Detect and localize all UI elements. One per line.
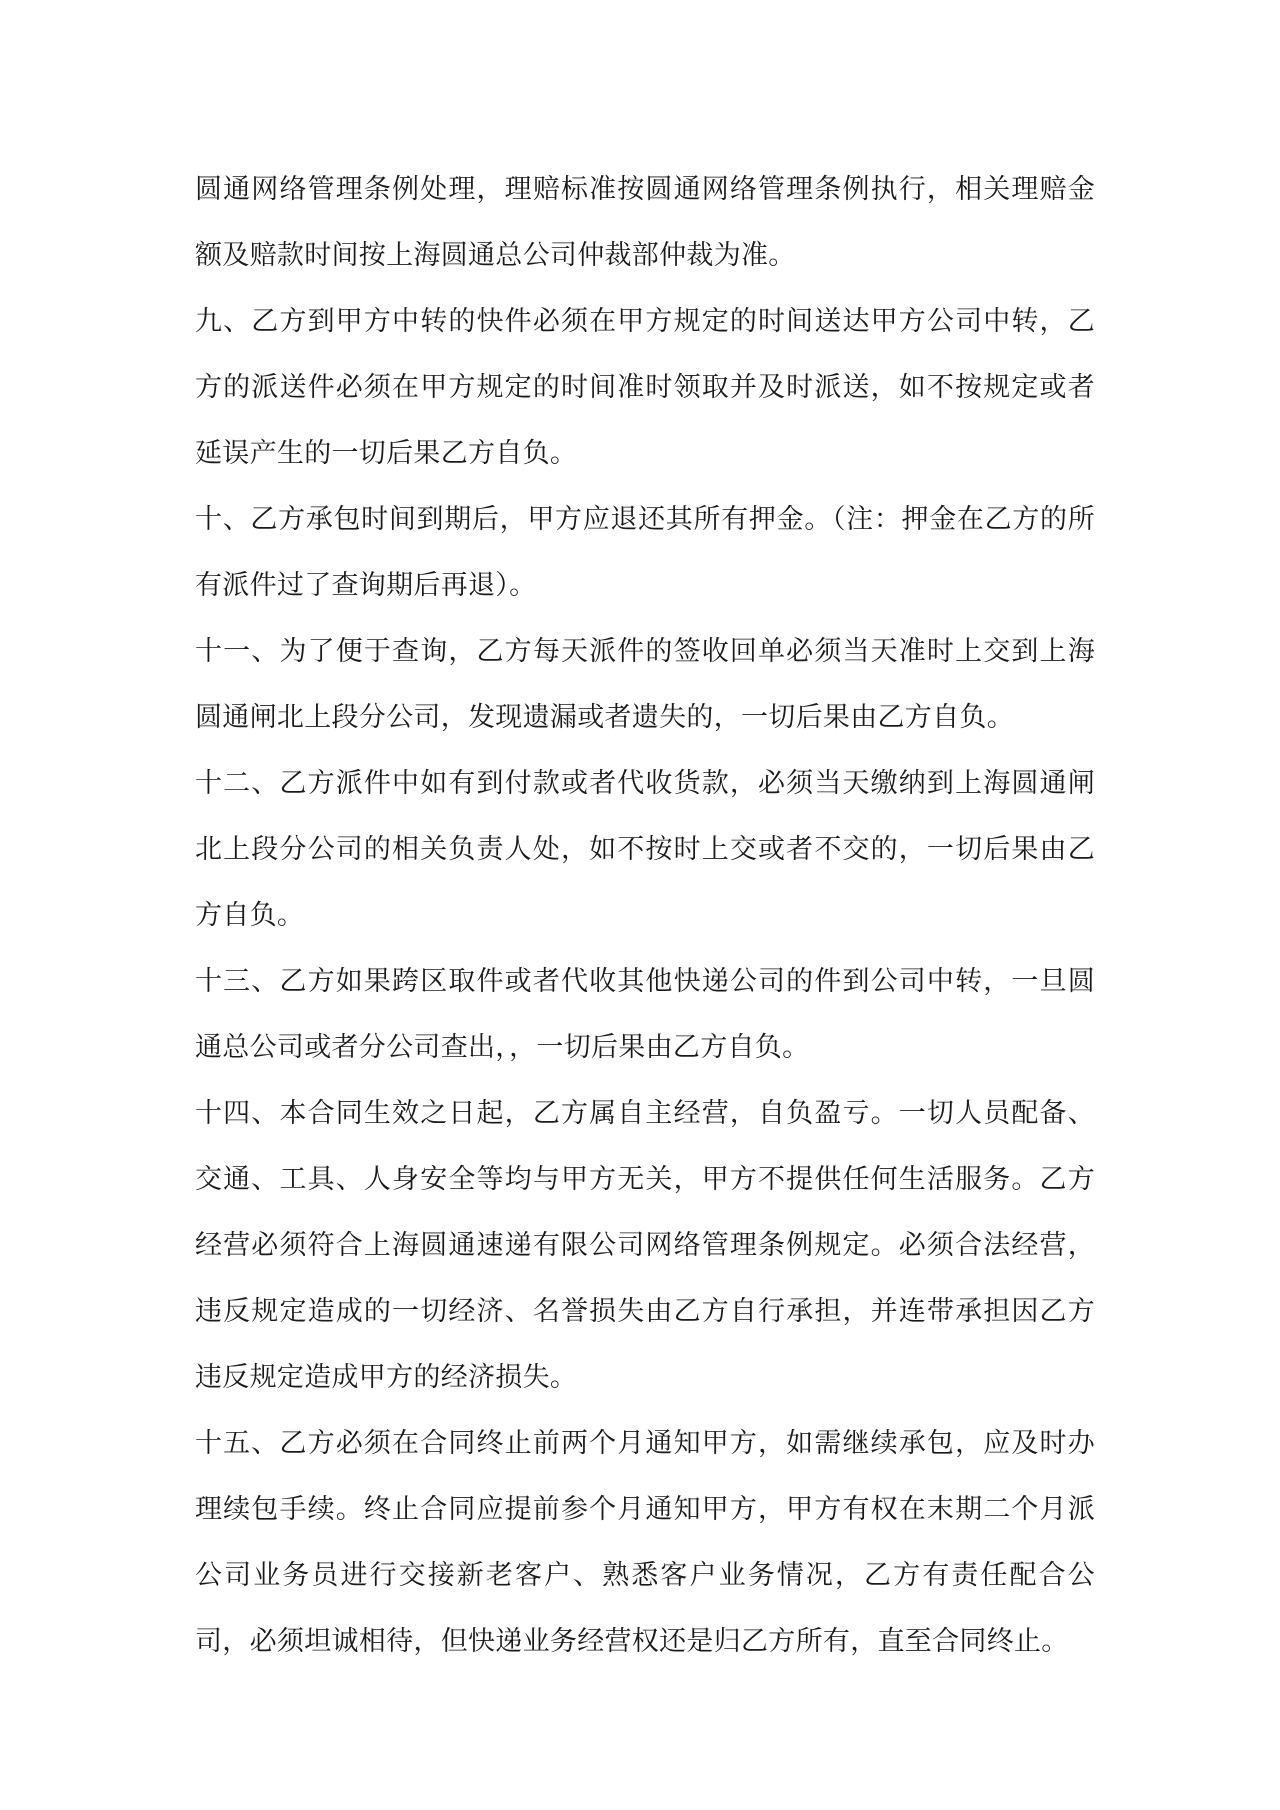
clause-10: 十、乙方承包时间到期后，甲方应退还其所有押金。（注：押金在乙方的所有派件过了查询期后再退）。: [195, 504, 1095, 601]
paragraph-continuation: 圆通网络管理条例处理，理赔标准按圆通网络管理条例执行，相关理赔金额及赔款时间按上海圆通总公司仲裁部仲裁为准。: [195, 174, 1095, 271]
clause-9: 九、乙方到甲方中转的快件必须在甲方规定的时间送达甲方公司中转，乙方的派送件必须在甲方规定的时间准时领取并及时派送，如不按规定或者延误产生的一切后果乙方自负。: [195, 306, 1095, 469]
clause-12: 十二、乙方派件中如有到付款或者代收货款，必须当天缴纳到上海圆通闸北上段分公司的相关负责人处，如不按时上交或者不交的，一切后果由乙方自负。: [195, 768, 1095, 931]
clause-14: 十四、本合同生效之日起，乙方属自主经营，自负盈亏。一切人员配备、交通、工具、人身安全等均与甲方无关，甲方不提供任何生活服务。乙方经营必须符合上海圆通速递有限公司网络管理条例规定。必须合法经营，违反规定造成的一切经济、名誉损失由乙方自行承担，并连带承担因乙方违反规定造成甲方的经济损失。: [195, 1098, 1095, 1393]
clause-11: 十一、为了便于查询，乙方每天派件的签收回单必须当天准时上交到上海圆通闸北上段分公司，发现遗漏或者遗失的，一切后果由乙方自负。: [195, 636, 1095, 733]
clause-13: 十三、乙方如果跨区取件或者代收其他快递公司的件到公司中转，一旦圆通总公司或者分公司查出，，一切后果由乙方自负。: [195, 966, 1095, 1063]
clause-15: 十五、乙方必须在合同终止前两个月通知甲方，如需继续承包，应及时办理续包手续。终止合同应提前参个月通知甲方，甲方有权在末期二个月派公司业务员进行交接新老客户、熟悉客户业务情况，乙方有责任配合公司，必须坦诚相待，但快递业务经营权还是归乙方所有，直至合同终止。: [195, 1428, 1095, 1657]
document-page: [195, 157, 1095, 1675]
